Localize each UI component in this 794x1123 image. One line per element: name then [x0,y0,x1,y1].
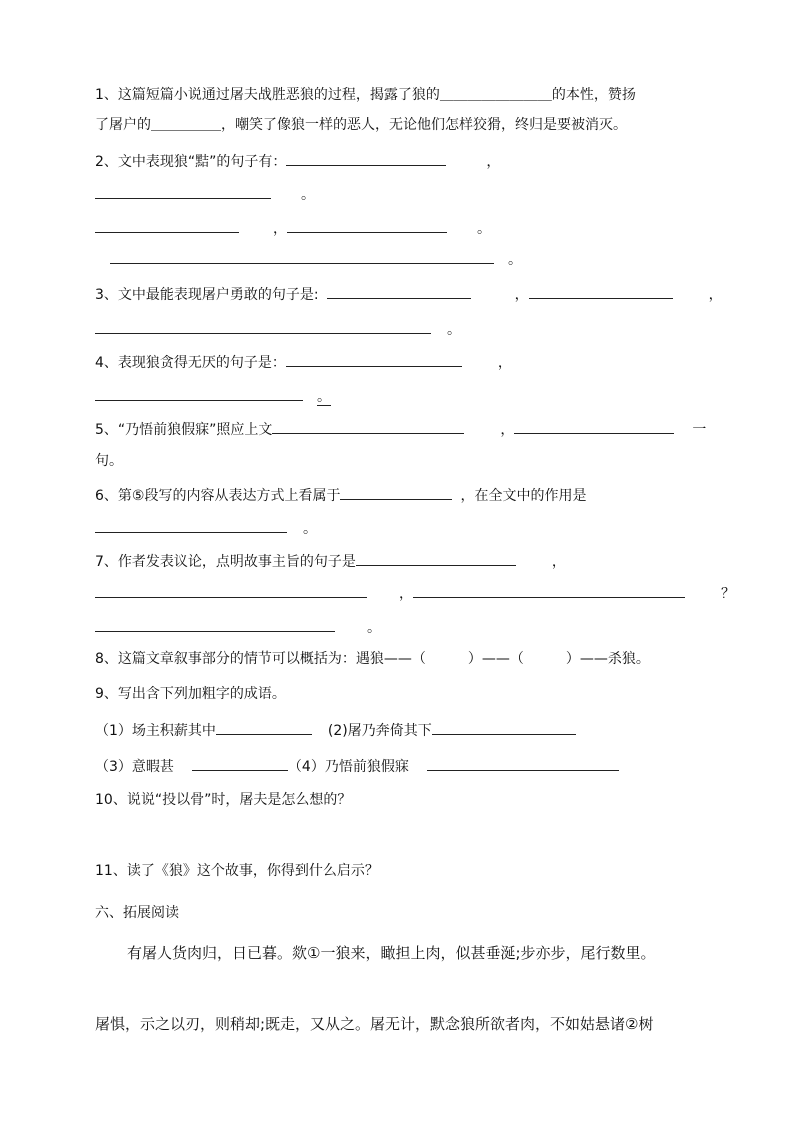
q4-blank-2[interactable] [95,386,303,401]
q2-blank-4[interactable] [287,218,447,233]
question-3-line-1 [95,284,723,305]
q10-text: 10、说说“投以骨”时，屠夫是怎么想的？ [95,792,352,808]
q3-comma-2: ， [708,287,723,303]
q6-mid: ，在全文中的作用是 [460,488,587,504]
reading-paragraph-line-2 [95,1014,654,1034]
question-2-line-1 [95,151,500,172]
q6-prompt: 6、第⑤段写的内容从表达方式上看属于 [95,488,341,504]
question-1-line-2 [95,115,627,135]
q2-blank-2[interactable] [95,184,271,199]
section-6-title [95,903,179,923]
q2-blank-3[interactable] [95,218,239,233]
q9-item-1: （1）场主积薪其中 [95,723,216,739]
q6-blank-2[interactable] [95,518,287,533]
q8-text: 8、这篇文章叙事部分的情节可以概括为：遇狼——（ ）——（ ）——杀狼。 [95,651,650,667]
q5-comma: ， [500,422,515,438]
q7-blank-4[interactable] [95,617,335,632]
section6-para2: 屠惧，示之以刃，则稍却;既走，又从之。屠无计，默念狼所欲者肉，不如姑悬诸②树 [95,1015,654,1033]
q3-prompt: 3、文中最能表现屠户勇敢的句子是: [95,287,319,303]
q7-comma-1: ， [551,554,566,570]
section6-title: 六、拓展阅读 [95,905,179,921]
q2-period-2: 。 [477,221,491,237]
q1-text-a: 1、这篇短篇小说通过屠夫战胜恶狼的过程，揭露了狼的 [95,87,440,103]
question-2-line-2 [95,184,315,205]
q1-text-c: 了屠户的 [95,117,151,133]
q9-item-2: (2)屠乃奔倚其下 [327,723,432,739]
q5-tail: 一 [692,422,707,438]
q2-blank-1[interactable] [286,151,446,166]
q2-blank-5[interactable] [110,249,494,264]
q11-text: 11、读了《狼》这个故事，你得到什么启示？ [95,863,379,879]
q1-blank-nature[interactable]: ＿＿＿＿＿＿＿＿ [439,87,552,103]
q7-question: ？ [721,586,735,602]
q5-prompt: 5、“乃悟前狼假寐”照应上文 [95,422,273,438]
question-7-line-2 [95,583,735,604]
q7-blank-3[interactable] [413,583,685,598]
question-2-line-3 [95,218,491,239]
q7-prompt: 7、作者发表议论，点明故事主旨的句子是 [95,554,356,570]
question-11 [95,861,379,881]
question-4-line-1 [95,352,512,373]
q3-period: 。 [447,322,461,338]
question-5-line-2 [95,451,123,471]
q5-line2: 句。 [95,453,123,469]
q4-comma: ， [497,355,512,371]
q5-blank-1[interactable] [272,419,464,434]
q7-comma-2: ， [399,586,413,602]
q9-blank-1[interactable] [216,720,312,735]
question-6-line-1 [95,485,586,506]
question-8 [95,649,650,669]
q6-blank-1[interactable] [340,485,452,500]
q7-blank-1[interactable] [356,551,516,566]
q1-blank-butcher[interactable]: ＿＿＿＿＿ [151,117,221,133]
q7-period: 。 [367,620,381,636]
question-6-line-2 [95,518,317,539]
q10-answer-area[interactable] [95,812,695,852]
section6-para1: 有屠人货肉归，日已暮。欻①一狼来，瞰担上肉，似甚垂涎;步亦步，尾行数里。 [127,944,656,962]
q9-blank-3[interactable] [192,756,288,771]
q3-blank-2[interactable] [529,284,673,299]
question-10 [95,790,351,810]
q4-period: 。 [317,389,331,405]
q9-blank-2[interactable] [432,720,576,735]
q9-prompt: 9、写出含下列加粗字的成语。 [95,686,286,702]
q1-text-b: 的本性，赞扬 [551,87,636,103]
q9-blank-4[interactable] [427,756,619,771]
reading-paragraph-line-1 [127,943,656,963]
q2-comma-1: ， [486,154,501,170]
question-4-line-2 [95,386,331,407]
question-7-line-3 [95,617,381,638]
q2-period-3: 。 [508,252,522,268]
question-9-row-2 [95,756,619,777]
question-9-row-1 [95,720,576,741]
q2-prompt: 2、文中表现狼“黠”的句子有： [95,154,287,170]
q9-item-3: （3）意暇甚 [95,759,174,775]
q2-comma-2: ， [273,221,287,237]
question-9-prompt [95,684,286,704]
question-5-line-1 [95,419,706,440]
q2-period-1: 。 [301,187,315,203]
question-7-line-1 [95,551,566,572]
question-1-line-1 [95,85,636,105]
q1-text-d: ，嘲笑了像狼一样的恶人，无论他们怎样狡猾，终归是要被消灭。 [221,117,627,133]
q3-blank-1[interactable] [327,284,471,299]
q3-blank-3[interactable] [95,319,431,334]
q4-prompt: 4、表现狼贪得无厌的句子是： [95,355,286,371]
question-2-line-4 [110,249,522,270]
q3-comma-1: ， [514,287,529,303]
q5-blank-2[interactable] [514,419,674,434]
question-3-line-2 [95,319,461,340]
q4-blank-1[interactable] [286,352,462,367]
q9-item-4: （4）乃悟前狼假寐 [287,759,409,775]
q6-period: 。 [303,521,317,537]
q7-blank-2[interactable] [95,583,367,598]
